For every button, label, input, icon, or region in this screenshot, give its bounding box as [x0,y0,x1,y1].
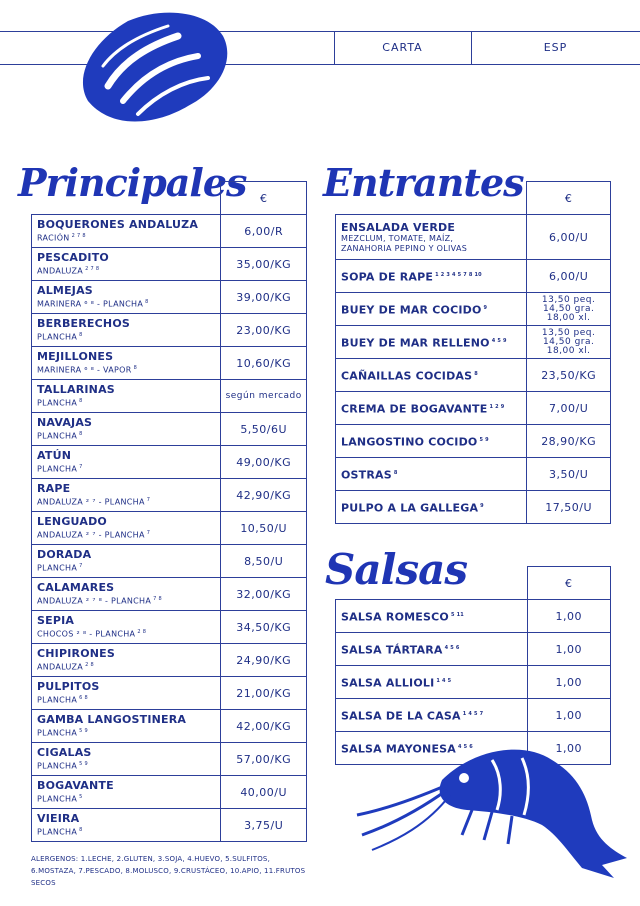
allergen-codes: 9 [483,304,488,311]
dish-cell [32,248,221,281]
dish-name: SALSA DE LA CASA [341,709,461,723]
dish-name: PULPITOS [37,680,100,694]
allergen-codes: 1 4 5 [436,677,452,684]
dish-name: CREMA DE BOGAVANTE [341,402,488,416]
menu-row [336,359,611,392]
allergens-legend [31,853,331,889]
price-size-option: 14,50 gra. [542,336,595,347]
allergen-codes: 8 [79,827,83,834]
dish-cell [336,326,527,359]
menu-row [32,710,307,743]
dish-preparation: ANDALUZA ² ⁷ ⁸ - PLANCHA [37,596,152,606]
dish-price: según mercado [221,380,307,413]
allergen-codes: 1 4 5 7 [462,710,484,717]
dish-price: 23,50/KG [527,359,611,392]
price-size-option: 18,00 xl. [546,312,591,323]
dish-price: 21,00/KG [221,677,307,710]
dish-preparation: MEZCLUM, TOMATE, MAÍZ, [341,233,454,243]
dish-name: CAÑAILLAS COCIDAS [341,369,473,383]
allergen-codes: 8 [79,398,83,405]
dish-preparation: PLANCHA [37,332,78,342]
dish-name: LENGUADO [37,515,107,529]
dish-cell [32,776,221,809]
allergen-codes: 9 [480,502,484,509]
menu-row [336,600,611,633]
dish-cell [32,545,221,578]
dish-price: 6,00/U [527,260,611,293]
menu-row [32,677,307,710]
dish-name: LANGOSTINO COCIDO [341,435,478,449]
menu-row [336,666,611,699]
dish-cell [336,699,528,732]
menu-row [32,578,307,611]
allergen-codes: 6 8 [79,695,88,702]
allergens-line-1: ALERGENOS: 1.LECHE, 2.GLUTEN, 3.SOJA, 4.HUEVO, 5.SULFITOS, [31,855,271,863]
allergen-codes: 8 [393,469,398,476]
dish-price: 23,00/KG [221,314,307,347]
dish-name: DORADA [37,548,92,562]
allergen-codes: 8 [145,299,149,306]
dish-preparation: PLANCHA [37,728,78,738]
dish-price: 3,75/U [221,809,307,842]
dish-name: TALLARINAS [37,383,115,397]
menu-row [336,425,611,458]
dish-price: 7,00/U [527,392,611,425]
dish-cell [32,446,221,479]
dish-price: 32,00/KG [221,578,307,611]
dish-name: BERBERECHOS [37,317,131,331]
dish-price: 57,00/KG [221,743,307,776]
dish-cell [32,281,221,314]
dish-price: 1,00 [527,633,611,666]
dish-name: SEPIA [37,614,75,628]
dish-cell [32,611,221,644]
menu-row [32,281,307,314]
currency-header: € [527,182,611,215]
menu-row [32,809,307,842]
section-title-principales: Principales [18,160,247,205]
menu-row [336,392,611,425]
header-blank [32,182,221,215]
menu-row [336,458,611,491]
allergen-codes: 2 7 8 [85,266,100,273]
dish-price: 1,00 [527,699,611,732]
dish-cell [336,425,527,458]
menu-row [336,293,611,326]
salsas-table [335,566,611,765]
allergen-codes: 8 [79,332,83,339]
dish-preparation: MARINERA ⁶ ⁸ - VAPOR [37,365,132,375]
menu-row [32,611,307,644]
allergen-codes: 5 [79,794,83,801]
dish-price: 24,90/KG [221,644,307,677]
menu-row [32,446,307,479]
dish-name: PULPO A LA GALLEGA [341,501,479,515]
allergen-codes: 4 5 6 [458,743,473,750]
allergen-codes: 7 [79,563,83,570]
dish-name: BOQUERONES ANDALUZA [37,218,199,232]
allergen-codes: 5 11 [450,611,464,618]
dish-name: BUEY DE MAR RELLENO [341,336,490,350]
price-size-option: 14,50 gra. [542,303,595,314]
dish-cell [336,215,527,260]
dish-preparation: ANDALUZA ² ⁷ - PLANCHA [37,530,145,540]
dish-price: 6,00/R [221,215,307,248]
menu-row [32,413,307,446]
dish-name: ATÚN [37,449,72,463]
dish-name: BUEY DE MAR COCIDO [341,303,482,317]
dish-name: PESCADITO [37,251,109,265]
dish-name: SALSA MAYONESA [341,742,456,756]
dish-cell [336,359,527,392]
menu-row [32,776,307,809]
language-selector[interactable]: ESP [543,41,568,54]
dish-name: NAVAJAS [37,416,93,430]
menu-row [336,260,611,293]
dish-price: 34,50/KG [221,611,307,644]
allergen-codes: 7 [79,464,83,471]
dish-price: 8,50/U [221,545,307,578]
dish-preparation: PLANCHA [37,761,78,771]
currency-header: € [527,567,611,600]
dish-preparation: PLANCHA [37,464,78,474]
menu-row [32,248,307,281]
dish-cell [32,677,221,710]
dish-preparation: ANDALUZA [37,662,84,672]
dish-cell [336,458,527,491]
dish-price: 6,00/U [527,215,611,260]
dish-preparation: PLANCHA [37,431,78,441]
dish-cell [32,644,221,677]
dish-preparation: PLANCHA [37,563,78,573]
dish-price: 1,00 [527,732,611,765]
dish-name: SALSA ROMESCO [341,610,449,624]
header-blank [336,182,527,215]
dish-name: BOGAVANTE [37,779,114,793]
dish-price: 10,50/U [221,512,307,545]
allergen-codes: 7 8 [153,596,162,603]
dish-name: RAPE [37,482,71,496]
dish-preparation: RACIÓN [37,233,70,243]
dish-name: SALSA TÁRTARA [341,643,443,657]
dish-price: 10,60/KG [221,347,307,380]
price-size-option: 13,50 peq. [541,294,596,305]
dish-name: SOPA DE RAPE [341,270,434,284]
price-size-option: 13,50 peq. [541,327,596,338]
menu-row [336,215,611,260]
allergen-codes: 5 9 [79,728,88,735]
allergen-codes: 5 9 [79,761,88,768]
allergen-codes: 2 7 8 [71,233,86,240]
allergens-line-2: 6.MOSTAZA, 7.PESCADO, 8.MOLUSCO, 9.CRUSTÁCEO, 10.APIO, 11.FRUTOS SECOS [31,867,306,887]
dish-preparation: ZANAHORIA PEPINO Y OLIVAS [341,243,468,253]
allergen-codes: 8 [474,370,478,377]
dish-cell [336,600,528,633]
dish-cell [336,666,528,699]
section-title-entrantes: Entrantes [323,160,524,205]
section-title-salsas: Salsas [325,545,468,594]
dish-price: 1,00 [527,600,611,633]
shrimp-illustration [352,740,632,880]
dish-name: VIEIRA [37,812,80,826]
dish-name: OSTRAS [341,468,392,482]
dish-price [527,326,611,359]
allergen-codes: 8 [79,431,83,438]
dish-price: 17,50/U [527,491,611,524]
dish-cell [32,578,221,611]
menu-row [336,491,611,524]
principales-table [31,181,307,842]
dish-cell [32,347,221,380]
allergen-codes: 8 [133,365,138,372]
dish-cell [336,491,527,524]
dish-preparation: PLANCHA [37,398,78,408]
dish-price: 28,90/KG [527,425,611,458]
allergen-codes: 1 2 3 4 5 7 8 10 [435,271,482,278]
allergen-codes: 2 8 [85,662,94,669]
dish-name: ENSALADA VERDE [341,220,456,234]
dish-preparation: CHOCOS ² ⁸ - PLANCHA [37,629,136,639]
menu-row [336,699,611,732]
dish-preparation: PLANCHA [37,695,78,705]
allergen-codes: 5 9 [479,436,489,443]
menu-row [32,215,307,248]
dish-price: 3,50/U [527,458,611,491]
menu-row [32,479,307,512]
allergen-codes: 2 8 [137,629,147,636]
menu-row [32,380,307,413]
dish-price [527,293,611,326]
dish-name: CHIPIRONES [37,647,115,661]
dish-price: 1,00 [527,666,611,699]
dish-price: 42,00/KG [221,710,307,743]
dish-cell [32,809,221,842]
dish-preparation: PLANCHA [37,794,78,804]
dish-cell [32,512,221,545]
dish-cell [336,633,528,666]
dish-cell [32,380,221,413]
oyster-illustration [68,6,238,136]
allergen-codes: 4 5 6 [444,644,460,651]
menu-row [32,644,307,677]
menu-row [336,633,611,666]
entrantes-table [335,181,611,524]
menu-row [32,743,307,776]
dish-cell [336,260,527,293]
dish-cell [32,479,221,512]
dish-price: 40,00/U [221,776,307,809]
dish-cell [32,710,221,743]
allergen-codes: 1 2 9 [489,403,505,410]
dish-name: SALSA ALLIOLI [341,676,435,690]
dish-preparation: ANDALUZA ² ⁷ - PLANCHA [37,497,145,507]
price-size-option: 18,00 xl. [546,345,591,356]
dish-cell [336,392,527,425]
dish-price: 5,50/6U [221,413,307,446]
menu-row [32,545,307,578]
dish-name: CALAMARES [37,581,115,595]
currency-header: € [221,182,307,215]
dish-preparation: MARINERA ⁶ ⁸ - PLANCHA [37,299,144,309]
menu-row [336,326,611,359]
dish-cell [32,413,221,446]
header-blank [336,567,528,600]
dish-preparation: PLANCHA [37,827,78,837]
dish-price: 35,00/KG [221,248,307,281]
dish-name: CIGALAS [37,746,92,760]
dish-cell [336,293,527,326]
dish-price: 42,90/KG [221,479,307,512]
dish-name: ALMEJAS [37,284,93,298]
dish-cell [32,314,221,347]
allergen-codes: 7 [146,530,151,537]
menu-row [32,347,307,380]
dish-cell [32,743,221,776]
dish-cell [32,215,221,248]
dish-preparation: ANDALUZA [37,266,84,276]
carta-label[interactable]: CARTA [382,41,423,54]
dish-name: MEJILLONES [37,350,114,364]
menu-row [32,314,307,347]
dish-name: GAMBA LANGOSTINERA [37,713,187,727]
dish-price: 39,00/KG [221,281,307,314]
menu-row [32,512,307,545]
allergen-codes: 7 [146,497,151,504]
allergen-codes: 4 5 9 [491,337,507,344]
dish-price: 49,00/KG [221,446,307,479]
